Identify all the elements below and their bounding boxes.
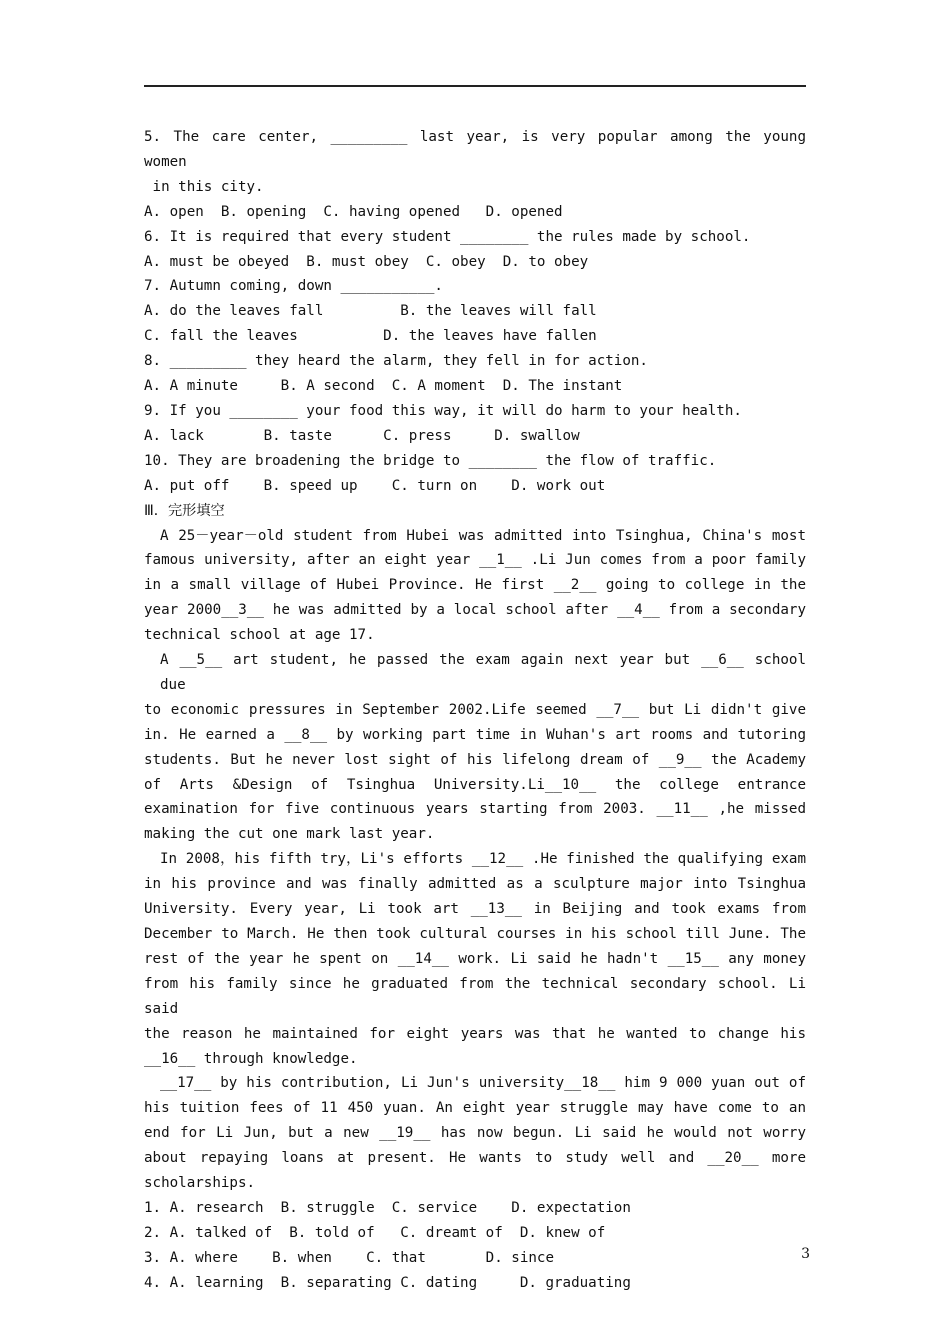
passage-paragraph-1 bbox=[144, 524, 806, 649]
header-rule bbox=[144, 85, 806, 87]
question-stem: 5. The care center, _________ last year, is very popular among the young women bbox=[144, 129, 806, 170]
question-options: A. A minute B. A second C. A moment D. The instant bbox=[144, 378, 623, 395]
passage-line: rest of the year he spent on __14__ work. Li said he hadn't __15__ any money bbox=[144, 950, 806, 967]
section-title: Ⅲ．完形填空 bbox=[144, 502, 225, 519]
passage-line: A __5__ art student, he passed the exam again next year but __6__ school due bbox=[160, 652, 806, 693]
passage-paragraph-4 bbox=[144, 1071, 806, 1196]
question-stem: 9. If you ________ your food this way, it will do harm to your health. bbox=[144, 402, 742, 419]
passage-line: of Arts &Design of Tsinghua University.Li__10__ the college entrance bbox=[144, 776, 806, 793]
question-7 bbox=[144, 274, 806, 349]
answer-option-row: 1. A. research B. struggle C. service D. expectation bbox=[144, 1199, 631, 1216]
passage-line: making the cut one mark last year. bbox=[144, 826, 435, 843]
passage-line: In 2008，his fifth try，Li's efforts __12__ .He finished the qualifying exam bbox=[160, 851, 806, 868]
question-stem-cont: in this city. bbox=[144, 178, 264, 195]
passage-line: in. He earned a __8__ by working part time in Wuhan's art rooms and tutoring bbox=[144, 726, 806, 743]
question-8 bbox=[144, 349, 806, 399]
passage-line: famous university, after an eight year __1__ .Li Jun comes from a poor family bbox=[144, 552, 806, 569]
passage-line: his tuition fees of 11 450 yuan. An eight year struggle may have come to an bbox=[144, 1100, 806, 1117]
question-6 bbox=[144, 225, 806, 275]
passage-paragraph-3 bbox=[144, 847, 806, 1071]
question-options: C. fall the leaves D. the leaves have fallen bbox=[144, 328, 597, 345]
passage-paragraph-2 bbox=[144, 648, 806, 847]
passage-line: examination for five continuous years starting from 2003. __11__ ,he missed bbox=[144, 801, 806, 818]
passage-line: technical school at age 17. bbox=[144, 627, 375, 644]
question-options: A. lack B. taste C. press D. swallow bbox=[144, 427, 580, 444]
page-content bbox=[144, 125, 806, 1296]
passage-line: __16__ through knowledge. bbox=[144, 1050, 358, 1067]
passage-line: the reason he maintained for eight years was that he wanted to change his bbox=[144, 1025, 806, 1042]
question-stem: 7. Autumn coming, down ___________. bbox=[144, 278, 443, 295]
passage-line: A 25－year－old student from Hubei was admitted into Tsinghua, China's most bbox=[160, 527, 806, 544]
question-stem: 6. It is required that every student ________ the rules made by school. bbox=[144, 228, 751, 245]
passage-line: from his family since he graduated from the technical secondary school. Li said bbox=[144, 975, 806, 1017]
question-10 bbox=[144, 449, 806, 499]
question-stem: 10. They are broadening the bridge to ________ the flow of traffic. bbox=[144, 452, 717, 469]
passage-line: scholarships. bbox=[144, 1175, 256, 1192]
passage-line: December to March. He then took cultural courses in his school till June. The bbox=[144, 926, 806, 942]
answer-option-row: 3. A. where B. when C. that D. since bbox=[144, 1249, 554, 1266]
question-5 bbox=[144, 125, 806, 225]
question-options: A. must be obeyed B. must obey C. obey D. to obey bbox=[144, 253, 589, 270]
passage-line: about repaying loans at present. He wants to study well and __20__ more bbox=[144, 1150, 806, 1167]
passage-line: University. Every year, Li took art __13__ in Beijing and took exams from bbox=[144, 901, 806, 918]
question-options: A. do the leaves fall B. the leaves will fall bbox=[144, 303, 597, 320]
passage-line: end for Li Jun, but a new __19__ has now begun. Li said he would not worry bbox=[144, 1125, 806, 1142]
question-9 bbox=[144, 399, 806, 449]
passage-line: __17__ by his contribution, Li Jun's university__18__ him 9 000 yuan out of bbox=[160, 1075, 806, 1092]
passage-line: year 2000__3__ he was admitted by a local school after __4__ from a secondary bbox=[144, 602, 806, 619]
question-stem: 8. _________ they heard the alarm, they fell in for action. bbox=[144, 353, 648, 370]
passage-line: in a small village of Hubei Province. He first __2__ going to college in the bbox=[144, 577, 806, 594]
passage-line: to economic pressures in September 2002.Life seemed __7__ but Li didn't give bbox=[144, 701, 806, 718]
passage-line: in his province and was finally admitted as a sculpture major into Tsinghua bbox=[144, 876, 806, 893]
question-options: A. open B. opening C. having opened D. opened bbox=[144, 203, 563, 220]
passage-line: students. But he never lost sight of his lifelong dream of __9__ the Academy bbox=[144, 751, 806, 768]
answer-options bbox=[144, 1196, 806, 1296]
answer-option-row: 2. A. talked of B. told of C. dreamt of D. knew of bbox=[144, 1224, 606, 1241]
answer-option-row: 4. A. learning B. separating C. dating D. graduating bbox=[144, 1274, 631, 1291]
page-number: 3 bbox=[801, 1246, 810, 1262]
question-options: A. put off B. speed up C. turn on D. work out bbox=[144, 477, 606, 494]
